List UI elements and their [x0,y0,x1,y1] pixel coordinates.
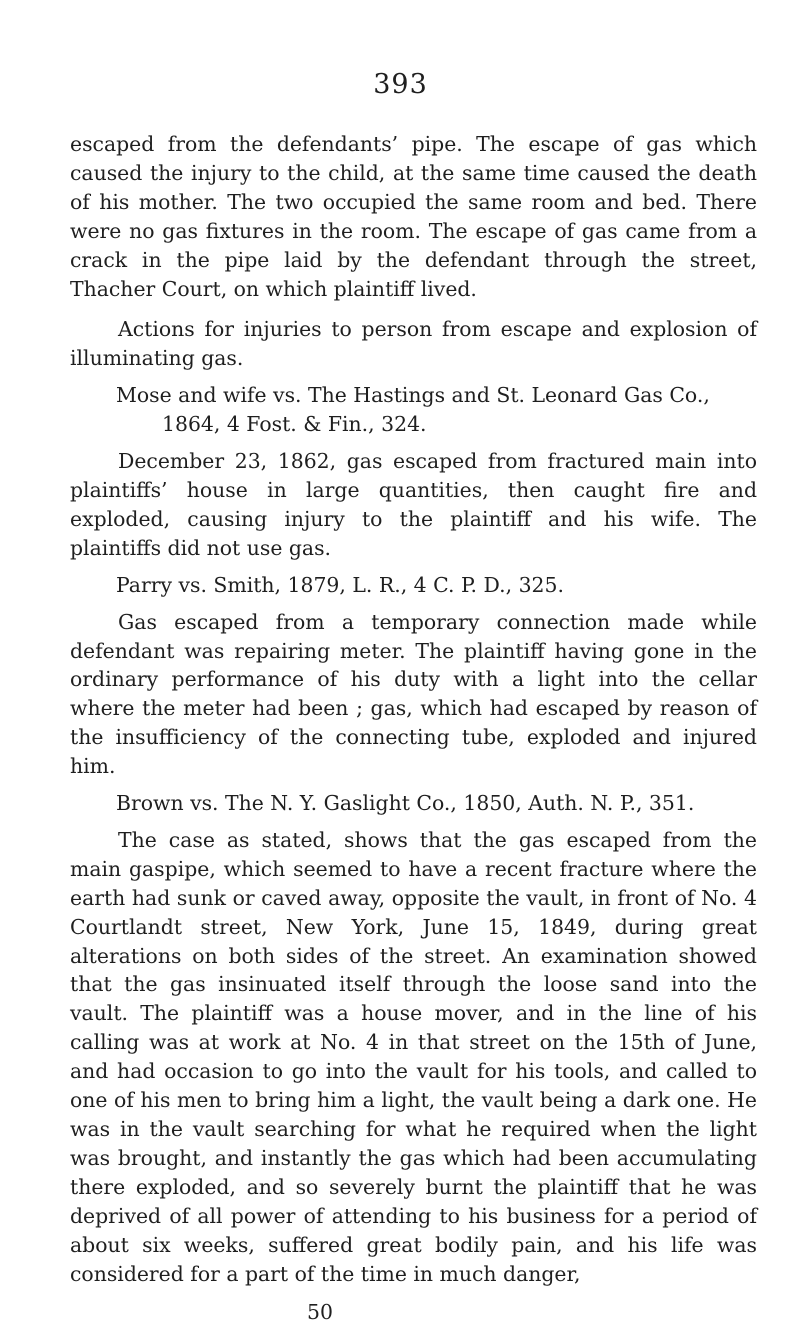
case-citation-brown: Brown vs. The N. Y. Gaslight Co., 1850, Auth. N. P., 351. [116,791,695,816]
page-number: 393 [373,69,428,100]
signature-mark: 50 [307,1300,333,1324]
paragraph-continuation: escaped from the defendants’ pipe. The escape of gas which caused the injury to the child, at the same time caused the death of his mother. The two occupied the same room and bed. There were no gas fixtures in the room. The escape of gas came from a crack in the pipe laid by the defendant through the street, Thacher Court, on which plaintiff lived. [70,132,757,301]
case-citation-parry: Parry vs. Smith, 1879, L. R., 4 C. P. D., 325. [116,572,564,597]
page-text [70,130,757,1288]
case-citation-mose: Mose and wife vs. The Hastings and St. Leonard Gas Co., 1864, 4 Fost. & Fin., 324. [116,383,710,437]
section-heading: Actions for injuries to person from escape and explosion of illuminating gas. [70,317,757,371]
paragraph-mose: December 23, 1862, gas escaped from fractured main into plaintiffs’ house in large quantities, then caught fire and exploded, causing injury to the plaintiff and his wife. The plaintiffs did not use gas. [70,449,757,560]
paragraph-parry: Gas escaped from a temporary connection made while defendant was repairing meter. The plaintiff having gone in the ordinary performance of his duty with a light into the cellar where the meter had been ; gas, which had escaped by reason of the insufficiency of the connecting tube, exploded and injured him. [70,609,757,779]
paragraph-brown: The case as stated, shows that the gas escaped from the main gaspipe, which seemed to have a recent fracture where the earth had sunk or caved away, opposite the vault, in front of No. 4 Courtlandt street, New York, June 15, 1849, during great alterations on both sides of the street. An examination showed that the gas insinuated itself through the loose sand into the vault. The plaintiff was a house mover, and in the line of his calling was at work at No. 4 in that street on the 15th of June, and had occasion to go into the vault for his tools, and called to one of his men to bring him a light, the vault being a dark one. He was in the vault searching for what he required when the light was brought, and instantly the gas which had been accumulating there exploded, and so severely burnt the plaintiff that he was deprived of all power of attending to his business for a period of about six weeks, suffered great bodily pain, and his life was considered for a part of the time in much danger, [70,827,757,1286]
